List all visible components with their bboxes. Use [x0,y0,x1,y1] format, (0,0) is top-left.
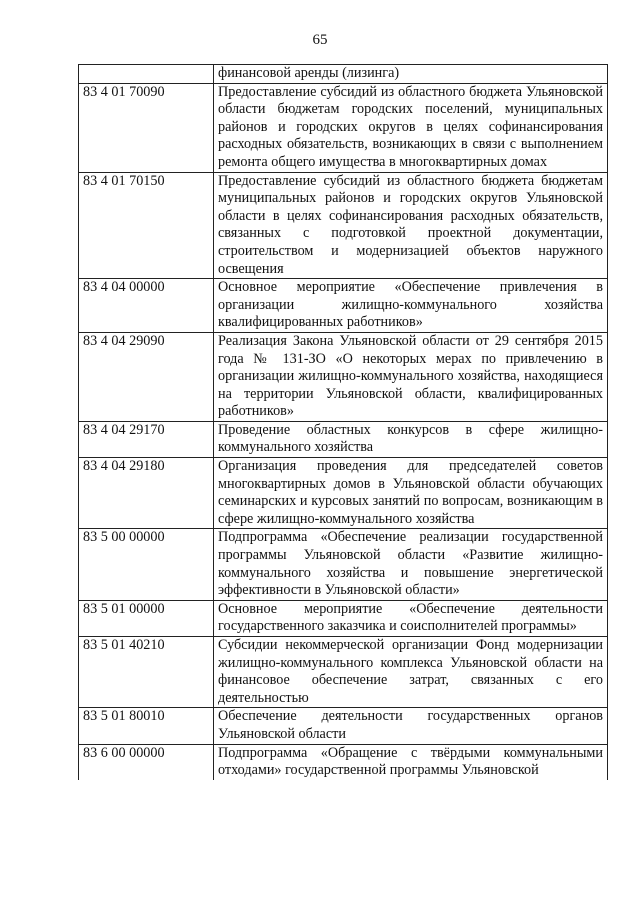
table-row [79,458,608,529]
description-cell: Основное мероприятие «Обеспечение деятельности государственного заказчика и соисполнителей программы» [214,600,608,636]
table-row [79,637,608,708]
code-cell: 83 4 04 29180 [79,458,214,529]
description-cell: финансовой аренды (лизинга) [214,65,608,84]
description-cell: Предоставление субсидий из областного бюджета бюджетам муниципальных районов и городских округов Ульяновской области в целях софинансирования расходных обязательств, связанных с подготовкой проектной документации, строительством и модернизацией объектов наружного освещения [214,172,608,279]
code-cell: 83 5 01 40210 [79,637,214,708]
code-cell: 83 5 00 00000 [79,529,214,600]
table-row [79,708,608,744]
description-cell: Подпрограмма «Обеспечение реализации государственной программы Ульяновской области «Развитие жилищно-коммунального хозяйства и повышение энергетической эффективности в Ульяновской области» [214,529,608,600]
code-cell [79,65,214,84]
code-cell: 83 5 01 80010 [79,708,214,744]
description-cell: Организация проведения для председателей советов многоквартирных домов в Ульяновской области обучающих семинарских и курсовых занятий по вопросам, возникающим в сфере жилищно-коммунального хозяйства [214,458,608,529]
table-row [79,744,608,780]
table-row [79,172,608,279]
code-cell: 83 4 04 00000 [79,279,214,333]
table-row [79,529,608,600]
code-cell: 83 5 01 00000 [79,600,214,636]
table-row [79,600,608,636]
table-row [79,332,608,421]
table-row [79,83,608,172]
table-row [79,421,608,457]
description-cell: Проведение областных конкурсов в сфере жилищно-коммунального хозяйства [214,421,608,457]
description-cell: Предоставление субсидий из областного бюджета Ульяновской области бюджетам городских поселений, муниципальных районов и городских округов в целях софинансирования расходных обязательств, возникающих в связи с выполнением ремонта общего имущества в многоквартирных домах [214,83,608,172]
description-cell: Подпрограмма «Обращение с твёрдыми коммунальными отходами» государственной программы Ульяновской [214,744,608,780]
code-cell: 83 4 04 29090 [79,332,214,421]
code-cell: 83 4 01 70090 [79,83,214,172]
page-number: 65 [312,32,328,48]
code-cell: 83 6 00 00000 [79,744,214,780]
description-cell: Обеспечение деятельности государственных органов Ульяновской области [214,708,608,744]
description-cell: Реализация Закона Ульяновской области от 29 сентября 2015 года № 131-ЗО «О некоторых мерах по привлечению в организации жилищно-коммунального хозяйства, находящиеся на территории Ульяновской области, квалифицированных работников» [214,332,608,421]
description-cell: Основное мероприятие «Обеспечение привлечения в организации жилищно-коммунального хозяйства квалифицированных работников» [214,279,608,333]
table-row [79,279,608,333]
code-cell: 83 4 01 70150 [79,172,214,279]
description-cell: Субсидии некоммерческой организации Фонд модернизации жилищно-коммунального комплекса Ульяновской области на финансовое обеспечение затрат, связанных с его деятельностью [214,637,608,708]
budget-code-table [78,64,608,780]
table-row [79,65,608,84]
code-cell: 83 4 04 29170 [79,421,214,457]
